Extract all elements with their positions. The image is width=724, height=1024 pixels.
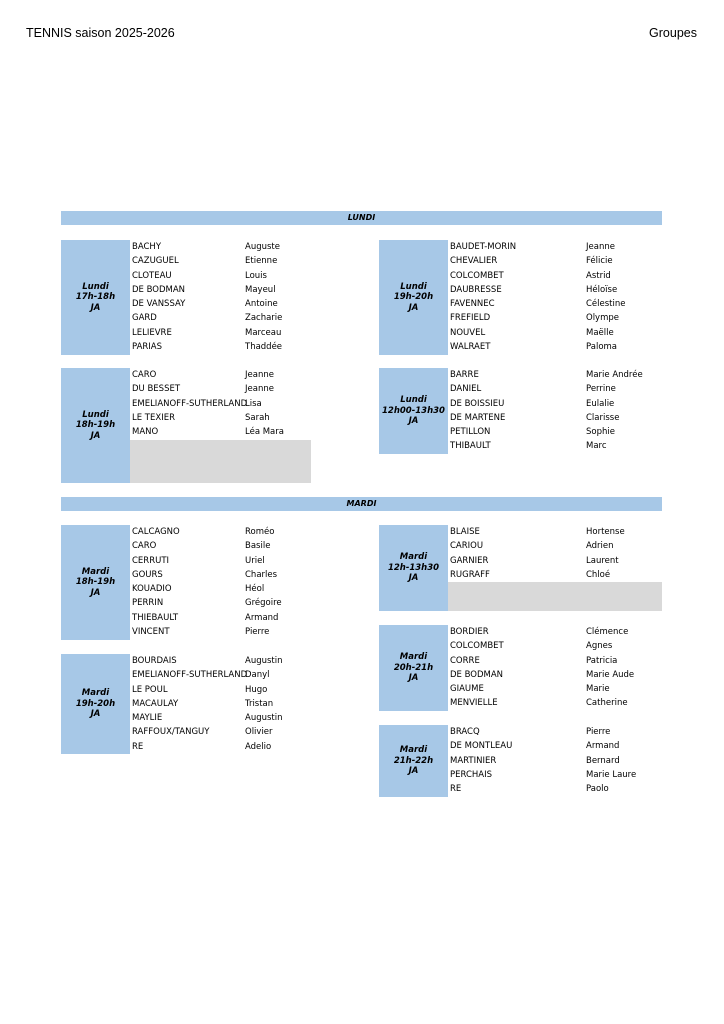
group-lundi-12h00-13h30 — [379, 368, 662, 454]
player-first-name: Jeanne — [586, 242, 615, 252]
player-first-name: Perrine — [586, 384, 616, 395]
slot-time: 20h-21h — [393, 662, 434, 673]
player-last-name: CLOTEAU — [132, 270, 172, 281]
player-last-name: WALRAET — [450, 342, 491, 353]
player-row — [450, 311, 662, 325]
player-row — [450, 297, 662, 311]
player-row — [132, 240, 311, 254]
player-first-name: Marie Andrée — [586, 370, 643, 380]
player-last-name: PERCHAIS — [450, 769, 493, 780]
player-last-name: BLAISE — [450, 527, 480, 537]
player-first-name: Adelio — [245, 741, 272, 752]
player-first-name: Hortense — [586, 527, 625, 537]
slot-coach: JA — [90, 302, 101, 313]
slot-coach: JA — [408, 302, 419, 313]
player-last-name: BAUDET-MORIN — [450, 242, 517, 252]
player-last-name: DE BODMAN — [450, 669, 504, 680]
player-last-name: RAFFOUX/TANGUY — [132, 727, 210, 738]
group-mardi-12h-13h30 — [379, 525, 662, 611]
player-first-name: Pierre — [586, 727, 611, 737]
player-row — [450, 439, 662, 453]
day-header-mardi: MARDI — [61, 497, 662, 511]
player-first-name: Laurent — [586, 555, 619, 566]
player-first-name: Paolo — [586, 784, 609, 795]
player-last-name: LELIEVRE — [132, 327, 172, 338]
player-first-name: Marc — [586, 441, 607, 452]
player-last-name: BRACQ — [450, 727, 480, 737]
player-first-name: Bernard — [586, 755, 620, 766]
slot-coach: JA — [408, 416, 419, 427]
player-list — [132, 368, 311, 439]
player-first-name: Auguste — [245, 242, 280, 252]
slot-time: 18h-19h — [75, 577, 116, 588]
player-first-name: Léa Mara — [245, 427, 284, 438]
player-list — [450, 525, 662, 582]
player-last-name: DU BESSET — [132, 384, 181, 395]
player-row — [450, 625, 662, 639]
player-last-name: DE BOISSIEU — [450, 398, 505, 409]
player-row — [450, 725, 662, 739]
player-row — [132, 711, 311, 725]
group-mardi-20h-21h — [379, 625, 662, 711]
time-slot-label — [379, 525, 448, 611]
group-mardi-19h-20h — [61, 654, 311, 754]
player-last-name: CARO — [132, 541, 157, 552]
slot-day: Mardi — [399, 552, 428, 563]
player-first-name: Danyl — [245, 670, 270, 681]
player-last-name: CALCAGNO — [132, 527, 180, 537]
player-last-name: DANIEL — [450, 384, 482, 395]
player-first-name: Armand — [245, 612, 279, 623]
player-first-name: Thaddée — [245, 342, 283, 353]
player-row — [450, 754, 662, 768]
player-first-name: Célestine — [586, 299, 626, 310]
time-slot-label — [379, 725, 448, 797]
player-last-name: DE VANSSAY — [132, 299, 186, 310]
player-last-name: DE MARTENE — [450, 412, 506, 423]
player-row — [132, 311, 311, 325]
player-last-name: VINCENT — [132, 627, 170, 638]
slot-coach: JA — [408, 573, 419, 584]
player-first-name: Charles — [245, 569, 278, 580]
player-first-name: Paloma — [586, 342, 618, 353]
player-last-name: LE POUL — [132, 684, 168, 695]
player-row — [132, 269, 311, 283]
slot-coach: JA — [408, 766, 419, 777]
document-section-label: Groupes — [649, 26, 697, 40]
player-row — [450, 254, 662, 268]
player-first-name: Roméo — [245, 527, 275, 537]
player-row — [132, 596, 311, 610]
player-row — [132, 611, 311, 625]
player-row — [450, 696, 662, 710]
slot-day: Mardi — [81, 566, 110, 577]
player-row — [132, 525, 311, 539]
player-last-name: DE BODMAN — [132, 284, 186, 295]
player-row — [450, 269, 662, 283]
player-first-name: Grégoire — [245, 598, 282, 609]
empty-slot-filler — [448, 582, 662, 611]
player-last-name: CERRUTI — [132, 555, 170, 566]
player-row — [132, 582, 311, 596]
time-slot-label — [61, 525, 130, 640]
player-row — [450, 554, 662, 568]
player-first-name: Augustin — [245, 713, 283, 724]
document-title: TENNIS saison 2025-2026 — [26, 26, 175, 40]
player-first-name: Marceau — [245, 327, 282, 338]
player-last-name: COLCOMBET — [450, 270, 504, 281]
player-row — [132, 368, 311, 382]
player-last-name: MENVIELLE — [450, 698, 498, 709]
player-list — [450, 725, 662, 796]
player-last-name: FAVENNEC — [450, 299, 495, 310]
time-slot-label — [379, 625, 448, 711]
player-first-name: Eulalie — [586, 398, 615, 409]
group-lundi-19h-20h — [379, 240, 662, 355]
player-last-name: THIBAULT — [450, 441, 491, 452]
player-row — [132, 683, 311, 697]
player-row — [450, 539, 662, 553]
player-row — [450, 654, 662, 668]
player-first-name: Marie Laure — [586, 769, 637, 780]
player-last-name: THIEBAULT — [132, 612, 179, 623]
player-row — [132, 411, 311, 425]
player-last-name: GARNIER — [450, 555, 489, 566]
player-last-name: DE MONTLEAU — [450, 741, 513, 752]
player-row — [450, 525, 662, 539]
time-slot-label — [61, 240, 130, 355]
player-first-name: Sarah — [245, 412, 270, 423]
player-list — [450, 368, 662, 454]
player-first-name: Félicie — [586, 256, 613, 267]
player-row — [132, 254, 311, 268]
player-last-name: NOUVEL — [450, 327, 486, 338]
slot-time: 19h-20h — [75, 698, 116, 709]
player-last-name: EMELIANOFF-SUTHERLAND — [132, 670, 248, 681]
player-row — [450, 240, 662, 254]
player-last-name: PARIAS — [132, 342, 163, 353]
player-row — [450, 411, 662, 425]
player-first-name: Clarisse — [586, 412, 620, 423]
player-row — [450, 382, 662, 396]
player-first-name: Pierre — [245, 627, 270, 638]
player-row — [132, 554, 311, 568]
player-row — [450, 668, 662, 682]
player-first-name: Lisa — [245, 398, 262, 409]
player-first-name: Armand — [586, 741, 620, 752]
player-row — [450, 397, 662, 411]
time-slot-label — [379, 368, 448, 454]
player-first-name: Marie — [586, 684, 610, 695]
slot-time: 21h-22h — [393, 755, 434, 766]
player-first-name: Etienne — [245, 256, 278, 267]
slot-time: 17h-18h — [75, 292, 116, 303]
player-first-name: Louis — [245, 270, 267, 281]
player-first-name: Basile — [245, 541, 271, 552]
slot-time: 18h-19h — [75, 420, 116, 431]
slot-coach: JA — [90, 430, 101, 441]
player-first-name: Uriel — [245, 555, 265, 566]
player-row — [132, 697, 311, 711]
player-row — [132, 668, 311, 682]
slot-day: Lundi — [82, 281, 109, 292]
player-row — [132, 340, 311, 354]
player-last-name: LE TEXIER — [132, 412, 175, 423]
player-last-name: RE — [450, 784, 462, 795]
player-row — [132, 326, 311, 340]
player-row — [132, 625, 311, 639]
player-last-name: RE — [132, 741, 144, 752]
player-last-name: GIAUME — [450, 684, 484, 695]
slot-coach: JA — [408, 673, 419, 684]
player-first-name: Augustin — [245, 656, 283, 666]
player-row — [132, 725, 311, 739]
player-row — [450, 425, 662, 439]
player-first-name: Clémence — [586, 627, 629, 637]
player-list — [450, 240, 662, 354]
time-slot-label — [379, 240, 448, 355]
player-last-name: GARD — [132, 313, 157, 324]
player-first-name: Patricia — [586, 655, 618, 666]
player-last-name: MANO — [132, 427, 159, 438]
player-row — [132, 397, 311, 411]
slot-day: Lundi — [82, 409, 109, 420]
player-last-name: EMELIANOFF-SUTHERLAND — [132, 398, 248, 409]
player-first-name: Olivier — [245, 727, 273, 738]
player-last-name: PERRIN — [132, 598, 164, 609]
player-first-name: Jeanne — [245, 384, 274, 395]
time-slot-label — [61, 654, 130, 754]
player-row — [450, 326, 662, 340]
slot-day: Mardi — [399, 652, 428, 663]
player-row — [450, 782, 662, 796]
player-list — [132, 654, 311, 754]
group-lundi-18h-19h — [61, 368, 311, 483]
player-last-name: CARO — [132, 370, 157, 380]
time-slot-label — [61, 368, 130, 483]
player-last-name: CAZUGUEL — [132, 256, 179, 267]
player-first-name: Marie Aude — [586, 669, 635, 680]
player-row — [450, 283, 662, 297]
player-first-name: Olympe — [586, 313, 619, 324]
player-first-name: Maëlle — [586, 327, 614, 338]
player-last-name: RUGRAFF — [450, 569, 490, 580]
player-first-name: Sophie — [586, 427, 615, 438]
player-last-name: PETILLON — [450, 427, 491, 438]
player-first-name: Adrien — [586, 541, 614, 552]
player-row — [450, 739, 662, 753]
player-first-name: Hugo — [245, 684, 268, 695]
slot-day: Lundi — [400, 281, 427, 292]
player-row — [450, 639, 662, 653]
slot-coach: JA — [90, 587, 101, 598]
player-row — [132, 297, 311, 311]
player-first-name: Mayeul — [245, 284, 276, 295]
player-list — [132, 525, 311, 639]
player-row — [450, 568, 662, 582]
slot-time: 12h-13h30 — [387, 562, 440, 573]
player-first-name: Héol — [245, 584, 265, 595]
player-last-name: MAYLIE — [132, 713, 163, 724]
player-last-name: GOURS — [132, 569, 163, 580]
player-row — [132, 568, 311, 582]
player-last-name: MARTINIER — [450, 755, 497, 766]
player-first-name: Jeanne — [245, 370, 274, 380]
player-first-name: Catherine — [586, 698, 628, 709]
player-row — [450, 340, 662, 354]
day-header-lundi: LUNDI — [61, 211, 662, 225]
player-first-name: Astrid — [586, 270, 611, 281]
player-list — [450, 625, 662, 711]
player-row — [450, 768, 662, 782]
player-row — [132, 283, 311, 297]
player-row — [132, 382, 311, 396]
group-lundi-17h-18h — [61, 240, 311, 355]
player-list — [132, 240, 311, 354]
player-first-name: Zacharie — [245, 313, 283, 324]
player-last-name: KOUADIO — [132, 584, 172, 595]
player-last-name: CORRE — [450, 655, 480, 666]
player-last-name: CARIOU — [450, 541, 484, 552]
player-row — [450, 368, 662, 382]
player-last-name: COLCOMBET — [450, 641, 504, 652]
slot-coach: JA — [90, 709, 101, 720]
player-first-name: Antoine — [245, 299, 278, 310]
slot-day: Mardi — [81, 688, 110, 699]
player-last-name: BACHY — [132, 242, 162, 252]
player-last-name: FREFIELD — [450, 313, 491, 324]
player-first-name: Agnes — [586, 641, 613, 652]
slot-day: Lundi — [400, 395, 427, 406]
player-last-name: DAUBRESSE — [450, 284, 502, 295]
group-mardi-21h-22h — [379, 725, 662, 797]
player-first-name: Tristan — [245, 698, 274, 709]
player-last-name: MACAULAY — [132, 698, 179, 709]
empty-slot-filler — [130, 440, 311, 484]
player-row — [132, 654, 311, 668]
player-row — [132, 740, 311, 754]
slot-time: 19h-20h — [393, 292, 434, 303]
player-first-name: Héloïse — [586, 284, 618, 295]
player-last-name: CHEVALIER — [450, 256, 498, 267]
group-mardi-18h-19h — [61, 525, 311, 640]
player-row — [450, 682, 662, 696]
player-first-name: Chloé — [586, 569, 611, 580]
slot-time: 12h00-13h30 — [382, 405, 445, 416]
player-row — [132, 425, 311, 439]
slot-day: Mardi — [399, 745, 428, 756]
player-row — [132, 539, 311, 553]
player-last-name: BORDIER — [450, 627, 489, 637]
player-last-name: BARRE — [450, 370, 479, 380]
player-last-name: BOURDAIS — [132, 656, 177, 666]
